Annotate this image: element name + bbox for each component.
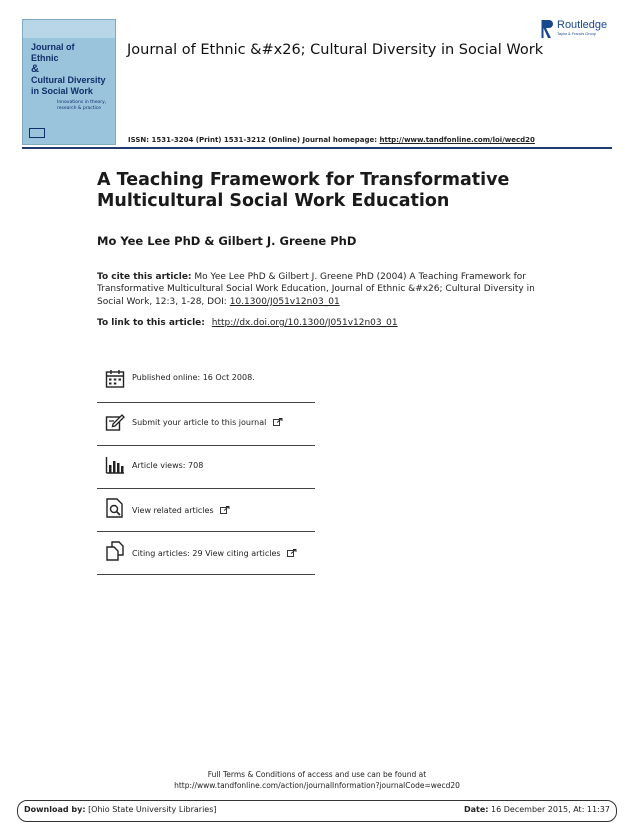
external-link-icon xyxy=(273,418,283,426)
citation-label: To cite this article: xyxy=(97,272,192,282)
publisher-logo xyxy=(541,18,615,40)
menu-item-published xyxy=(97,360,315,403)
publisher-tagline: Taylor & Francis Group xyxy=(557,32,596,36)
related-articles-label[interactable]: View related articles xyxy=(132,506,230,515)
submit-article-label[interactable]: Submit your article to this journal xyxy=(132,418,283,427)
search-icon xyxy=(105,498,125,518)
cover-title: Journal of Ethnic & Cultural Diversity in Social Work xyxy=(31,42,106,96)
citation-block xyxy=(97,271,547,308)
edit-icon xyxy=(105,412,125,432)
download-date: Date: 16 December 2015, At: 11:37 xyxy=(463,805,610,814)
routledge-logo-icon xyxy=(541,18,554,40)
citation-doi-link[interactable]: 10.1300/J051v12n03_01 xyxy=(229,296,340,307)
download-info-bar xyxy=(17,800,617,822)
header-rule xyxy=(22,147,612,149)
menu-item-citing[interactable] xyxy=(97,532,315,575)
article-link-url[interactable]: http://dx.doi.org/10.1300/J051v12n03_01 xyxy=(211,318,398,328)
terms-notice xyxy=(0,769,634,791)
external-link-icon xyxy=(287,549,297,557)
menu-item-submit[interactable] xyxy=(97,403,315,446)
journal-homepage-link[interactable]: http://www.tandfonline.com/loi/wecd20 xyxy=(379,136,535,144)
published-online-label: Published online: 16 Oct 2008. xyxy=(132,373,255,382)
terms-line: Full Terms & Conditions of access and use can be found at xyxy=(207,770,427,779)
cover-top-strip xyxy=(23,20,115,38)
bar-chart-icon xyxy=(105,455,125,475)
citation-text: Mo Yee Lee PhD & Gilbert J. Greene PhD (2004) A Teaching Framework for Transformative Multicultural Social Work Education, Journal of Ethnic &#x26; Cultural Diversity in Social Work, 12:3, 1-28, DOI: xyxy=(97,272,535,307)
article-authors: Mo Yee Lee PhD & Gilbert J. Greene PhD xyxy=(97,234,357,248)
copy-icon xyxy=(105,541,125,561)
journal-cover xyxy=(22,19,116,145)
article-title: A Teaching Framework for Transformative Multicultural Social Work Education xyxy=(97,170,510,211)
publisher-name: Routledge xyxy=(557,19,608,31)
calendar-icon xyxy=(105,369,125,389)
article-views-label: Article views: 708 xyxy=(132,461,204,470)
issn-line xyxy=(128,136,535,144)
terms-url[interactable]: http://www.tandfonline.com/action/journalInformation?journalCode=wecd20 xyxy=(174,781,460,790)
citing-articles-label[interactable]: Citing articles: 29 View citing articles xyxy=(132,549,297,558)
article-link-label: To link to this article: xyxy=(97,318,205,328)
downloaded-by: Download by: [Ohio State University Libraries] xyxy=(24,805,217,814)
issn-text: ISSN: 1531-3204 (Print) 1531-3212 (Online) Journal homepage: xyxy=(128,136,378,144)
article-info-menu xyxy=(97,360,315,575)
menu-item-views xyxy=(97,446,315,489)
cover-subtitle: Innovations in theory, research & practice xyxy=(57,100,107,111)
article-link-line xyxy=(97,318,398,328)
journal-title: Journal of Ethnic &#x26; Cultural Diversity in Social Work xyxy=(127,42,544,58)
menu-item-related[interactable] xyxy=(97,489,315,532)
cover-publisher-mark xyxy=(29,128,45,138)
external-link-icon xyxy=(220,506,230,514)
